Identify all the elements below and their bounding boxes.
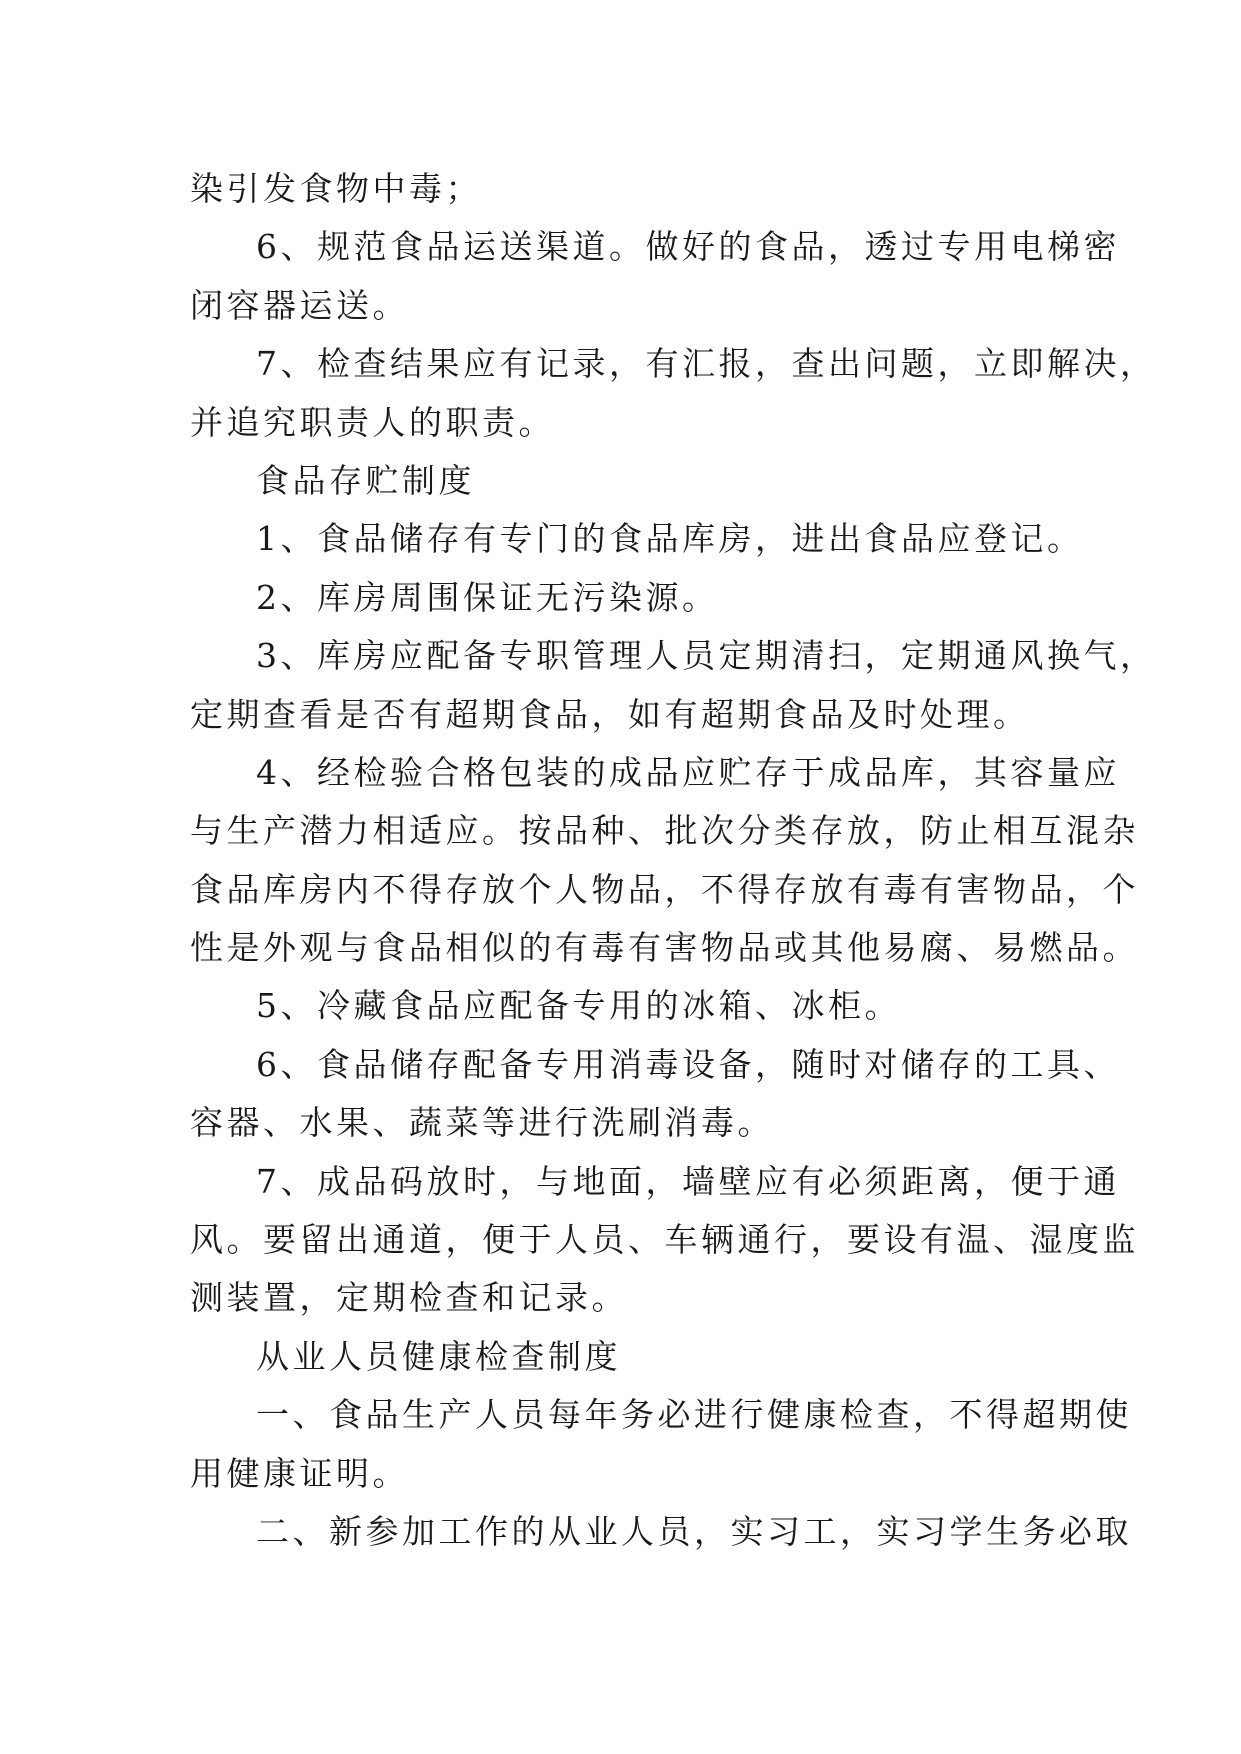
text-line: 5、冷藏食品应配备专用的冰箱、冰柜。: [256, 986, 901, 1026]
text-line: 4、经检验合格包装的成品应贮存于成品库，其容量应: [256, 752, 1120, 792]
text-line: 7、成品码放时，与地面，墙壁应有必须距离，便于通: [256, 1161, 1120, 1201]
text-line: 并追究职责人的职责。: [190, 402, 555, 442]
document-body: [190, 160, 1157, 1561]
text-line: 定期查看是否有超期食品，如有超期食品及时处理。: [190, 694, 1030, 734]
text-line: 7、检查结果应有记录，有汇报，查出问题，立即解决，: [256, 344, 1157, 384]
text-line: 性是外观与食品相似的有毒有害物品或其他易腐、易燃品。: [190, 928, 1139, 968]
text-line: 3、库房应配备专职管理人员定期清扫，定期通风换气，: [256, 636, 1157, 676]
text-line: 食品库房内不得存放个人物品，不得存放有毒有害物品，个: [190, 869, 1139, 909]
text-line: 二、新参加工作的从业人员，实习工，实习学生务必取: [256, 1511, 1132, 1551]
text-line: 风。要留出通道，便于人员、车辆通行，要设有温、湿度监: [190, 1220, 1139, 1260]
text-line: 1、食品储存有专门的食品库房，进出食品应登记。: [256, 519, 1084, 559]
text-line: 闭容器运送。: [190, 285, 409, 325]
section-heading: 食品存贮制度: [256, 460, 475, 500]
text-line: 用健康证明。: [190, 1453, 409, 1493]
text-line: 2、库房周围保证无污染源。: [256, 577, 719, 617]
text-line: 6、规范食品运送渠道。做好的食品，透过专用电梯密: [256, 227, 1120, 267]
section-heading: 从业人员健康检查制度: [256, 1336, 621, 1376]
text-line: 6、食品储存配备专用消毒设备，随时对储存的工具、: [256, 1044, 1120, 1084]
text-line: 容器、水果、蔬菜等进行洗刷消毒。: [190, 1103, 774, 1143]
text-line: 染引发食物中毒；: [190, 169, 482, 208]
text-line: 与生产潜力相适应。按品种、批次分类存放，防止相互混杂: [190, 811, 1139, 851]
text-line: 一、食品生产人员每年务必进行健康检查，不得超期使: [256, 1395, 1132, 1435]
text-line: 测装置，定期检查和记录。: [190, 1278, 628, 1318]
